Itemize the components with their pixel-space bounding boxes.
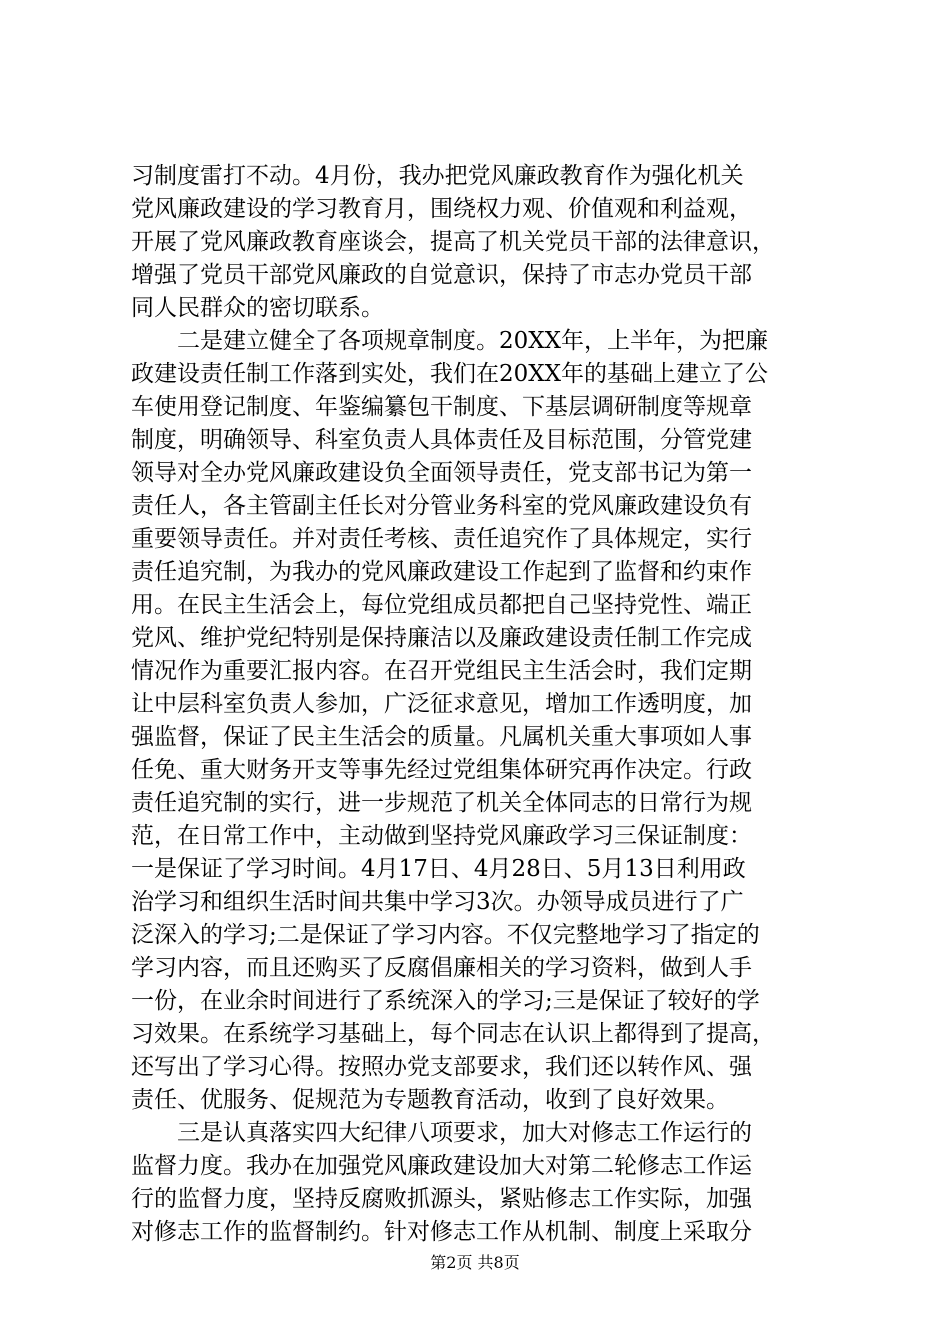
text-line: 车使用登记制度、年鉴编纂包干制度、下基层调研制度等规章 [131, 394, 752, 420]
text-line: 政建设责任制工作落到实处，我们在20XX年的基础上建立了公 [131, 361, 769, 387]
text-line: 制度，明确领导、科室负责人具体责任及目标范围，分管党建 [131, 427, 752, 453]
document-body [131, 160, 831, 1249]
text-line: 二是建立健全了各项规章制度。20XX年，上半年，为把廉 [131, 328, 769, 354]
text-line: 范，在日常工作中，主动做到坚持党风廉政学习三保证制度： [131, 823, 752, 849]
text-line: 一是保证了学习时间。4月17日、4月28日、5月13日利用政 [131, 856, 746, 882]
text-line: 任免、重大财务开支等事先经过党组集体研究再作决定。行政 [131, 757, 752, 783]
text-line: 领导对全办党风廉政建设负全面领导责任，党支部书记为第一 [131, 460, 752, 486]
text-line: 情况作为重要汇报内容。在召开党组民主生活会时，我们定期 [131, 658, 752, 684]
text-line: 重要领导责任。并对责任考核、责任追究作了具体规定，实行 [131, 526, 752, 552]
text-line: 用。在民主生活会上，每位党组成员都把自己坚持党性、端正 [131, 592, 752, 618]
text-line: 习制度雷打不动。4月份，我办把党风廉政教育作为强化机关 [131, 163, 744, 189]
text-line: 党风、维护党纪特别是保持廉洁以及廉政建设责任制工作完成 [131, 625, 752, 651]
text-line: 责任人，各主管副主任长对分管业务科室的党风廉政建设负有 [131, 493, 752, 519]
text-line: 开展了党风廉政教育座谈会，提高了机关党员干部的法律意识， [131, 229, 775, 255]
text-line: 监督力度。我办在加强党风廉政建设加大对第二轮修志工作运 [131, 1153, 752, 1179]
text-line: 一份，在业余时间进行了系统深入的学习;三是保证了较好的学 [131, 988, 760, 1014]
page-number-footer: 第2页 共8页 [430, 1253, 520, 1272]
text-line: 治学习和组织生活时间共集中学习3次。办领导成员进行了广 [131, 889, 744, 915]
text-line: 还写出了学习心得。按照办党支部要求，我们还以转作风、强 [131, 1054, 752, 1080]
text-line: 责任追究制的实行，进一步规范了机关全体同志的日常行为规 [131, 790, 752, 816]
text-line: 对修志工作的监督制约。针对修志工作从机制、制度上采取分 [131, 1219, 752, 1245]
text-line: 党风廉政建设的学习教育月，围绕权力观、价值观和利益观， [131, 196, 752, 222]
text-line: 行的监督力度，坚持反腐败抓源头，紧贴修志工作实际，加强 [131, 1186, 752, 1212]
text-line: 泛深入的学习;二是保证了学习内容。不仅完整地学习了指定的 [131, 922, 760, 948]
text-line: 责任追究制，为我办的党风廉政建设工作起到了监督和约束作 [131, 559, 752, 585]
text-line: 增强了党员干部党风廉政的自觉意识，保持了市志办党员干部 [131, 262, 752, 288]
text-line: 学习内容，而且还购买了反腐倡廉相关的学习资料，做到人手 [131, 955, 752, 981]
text-line: 同人民群众的密切联系。 [131, 295, 384, 321]
text-line: 让中层科室负责人参加，广泛征求意见，增加工作透明度，加 [131, 691, 752, 717]
text-line: 习效果。在系统学习基础上，每个同志在认识上都得到了提高， [131, 1021, 775, 1047]
text-line: 三是认真落实四大纪律八项要求，加大对修志工作运行的 [131, 1120, 752, 1146]
text-line: 责任、优服务、促规范为专题教育活动，收到了良好效果。 [131, 1087, 729, 1113]
text-line: 强监督，保证了民主生活会的质量。凡属机关重大事项如人事 [131, 724, 752, 750]
